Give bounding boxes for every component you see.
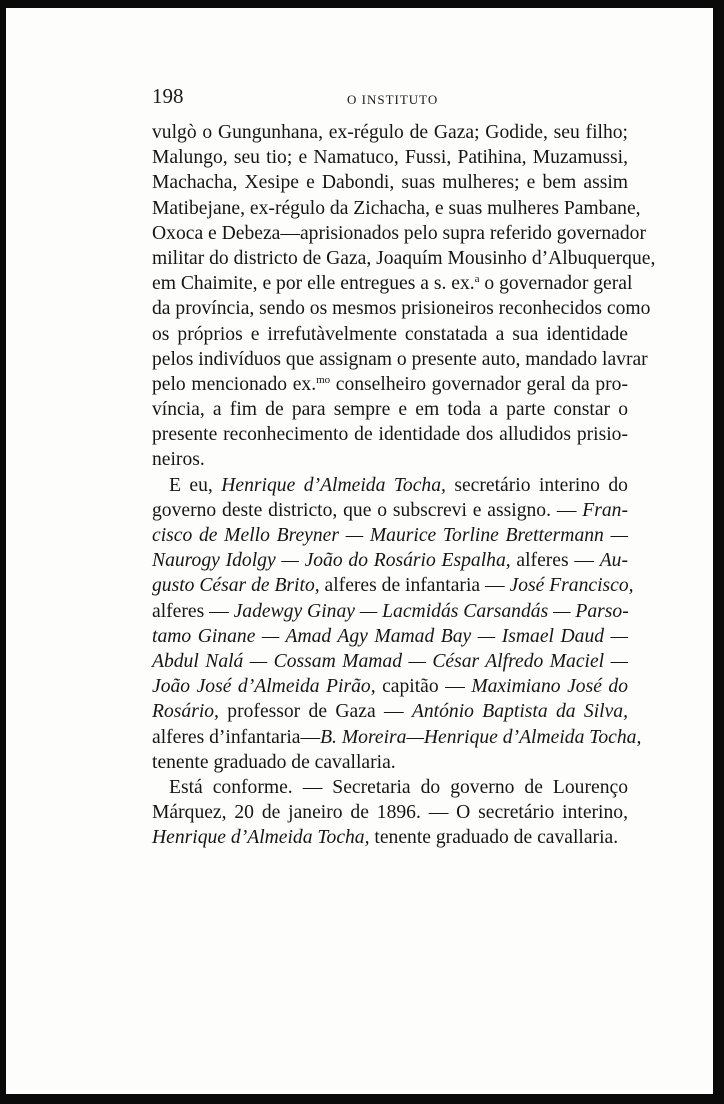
text-line bbox=[152, 372, 628, 397]
text-line bbox=[152, 322, 628, 347]
italic-text: Rosário, bbox=[152, 701, 219, 723]
italic-text: Fran- bbox=[582, 499, 628, 521]
text-line bbox=[152, 498, 628, 523]
text-span: alferes de infantaria — bbox=[319, 575, 510, 597]
italic-text: tamo Ginane — Amad Agy Mamad Bay — Ismael Daud — bbox=[152, 625, 628, 647]
italic-text: Naurogy Idolgy — João do Rosário Espalha, bbox=[152, 550, 511, 572]
text-line bbox=[152, 120, 628, 145]
text-line bbox=[152, 599, 628, 624]
text-line bbox=[152, 750, 628, 775]
text-line bbox=[152, 145, 628, 170]
text-line bbox=[152, 246, 656, 271]
text-span: Malungo, seu tio; e Namatuco, Fussi, Patihina, Muzamussi, bbox=[152, 147, 628, 169]
italic-text: Abdul Nalá — Cossam Mamad — César Alfredo Maciel — bbox=[152, 650, 628, 672]
text-span: E eu, bbox=[169, 474, 222, 496]
text-line bbox=[152, 775, 628, 800]
text-span: Márquez, 20 de janeiro de 1896. — O secretário interino, bbox=[152, 802, 628, 824]
text-span: víncia, a fim de para sempre e em toda a parte constar o bbox=[152, 399, 628, 421]
text-span: alferes — bbox=[152, 600, 234, 622]
italic-text: Maximiano José do bbox=[471, 676, 628, 698]
text-line bbox=[152, 573, 634, 598]
text-span: pelos indivíduos que assignam o presente auto, mandado lavrar bbox=[152, 348, 648, 370]
text-line bbox=[152, 397, 628, 422]
text-line bbox=[152, 725, 642, 750]
italic-text: Henrique d’Almeida Tocha, bbox=[152, 827, 370, 849]
text-line bbox=[152, 473, 628, 498]
text-line bbox=[152, 674, 628, 699]
text-span: o governador geral bbox=[479, 273, 633, 295]
text-span: da província, sendo os mesmos prisioneiros reconhecidos como bbox=[152, 298, 651, 320]
text-line bbox=[152, 170, 628, 195]
italic-text: José Francisco, bbox=[509, 575, 634, 597]
text-line bbox=[152, 825, 628, 850]
text-span: professor de Gaza — bbox=[218, 701, 412, 723]
superscript: a bbox=[474, 273, 480, 286]
italic-text: António Baptista da Silva, bbox=[411, 701, 628, 723]
text-span: secretário interino do bbox=[445, 474, 628, 496]
text-span: Está conforme. — Secretaria do governo de Lourenço bbox=[169, 776, 628, 798]
text-span: capitão — bbox=[375, 676, 472, 698]
text-span: militar do districto de Gaza, Joaquím Mousinho d’Albuquerque, bbox=[152, 247, 656, 269]
italic-text: gusto César de Brito, bbox=[152, 575, 320, 597]
text-span: Oxoca e Debeza—aprisionados pelo supra referido governador bbox=[152, 222, 646, 244]
italic-text: Henrique d’Almeida Tocha, bbox=[221, 474, 446, 496]
superscript: mo bbox=[316, 373, 331, 386]
italic-text: B. Moreira—Henrique d’Almeida Tocha, bbox=[320, 726, 642, 748]
text-line bbox=[152, 422, 628, 447]
italic-text: Au- bbox=[599, 550, 629, 572]
page-body-text bbox=[152, 120, 656, 850]
text-span: tenente graduado de cavallaria. bbox=[152, 751, 396, 773]
italic-text: Jadewgy Ginay — Lacmidás Carsandás — Parso- bbox=[233, 600, 629, 622]
text-line bbox=[152, 624, 628, 649]
text-line bbox=[152, 347, 648, 372]
page-header bbox=[152, 78, 628, 108]
text-span: Machacha, Xesipe e Dabondi, suas mulheres; e bem assim bbox=[152, 172, 628, 194]
text-line bbox=[152, 447, 628, 472]
text-span: tenente graduado de cavallaria. bbox=[369, 827, 619, 849]
text-line bbox=[152, 699, 628, 724]
text-span: vulgò o Gungunhana, ex-régulo de Gaza; Godide, seu filho; bbox=[152, 122, 628, 143]
text-line bbox=[152, 800, 628, 825]
text-line bbox=[152, 271, 633, 296]
text-line bbox=[152, 296, 651, 321]
text-line bbox=[152, 649, 628, 674]
italic-text: cisco de Mello Breyner — Maurice Torline Brettermann — bbox=[152, 525, 628, 546]
text-span: alferes — bbox=[510, 550, 600, 572]
text-line bbox=[152, 221, 646, 246]
text-span: em Chaimite, e por elle entregues a s. ex. bbox=[152, 273, 475, 295]
page-number: 198 bbox=[152, 84, 184, 108]
text-line bbox=[152, 523, 628, 548]
text-span: pelo mencionado ex. bbox=[152, 373, 317, 395]
text-span: alferes d’infantaria— bbox=[152, 726, 321, 748]
text-span: os próprios e irrefutàvelmente constatada a sua identidade bbox=[152, 323, 628, 345]
text-span: presente reconhecimento de identidade dos alludidos prisio- bbox=[152, 424, 628, 446]
text-line bbox=[152, 196, 641, 221]
text-span: neiros. bbox=[152, 449, 205, 471]
text-span: conselheiro governador geral da pro- bbox=[330, 373, 628, 395]
text-span: Matibejane, ex-régulo da Zichacha, e suas mulheres Pambane, bbox=[152, 197, 641, 219]
running-title: O INSTITUTO bbox=[347, 92, 439, 107]
italic-text: João José d’Almeida Pirão, bbox=[152, 676, 376, 698]
text-span: governo deste districto, que o subscrevi e assigno. — bbox=[152, 499, 583, 521]
text-line bbox=[152, 548, 628, 573]
